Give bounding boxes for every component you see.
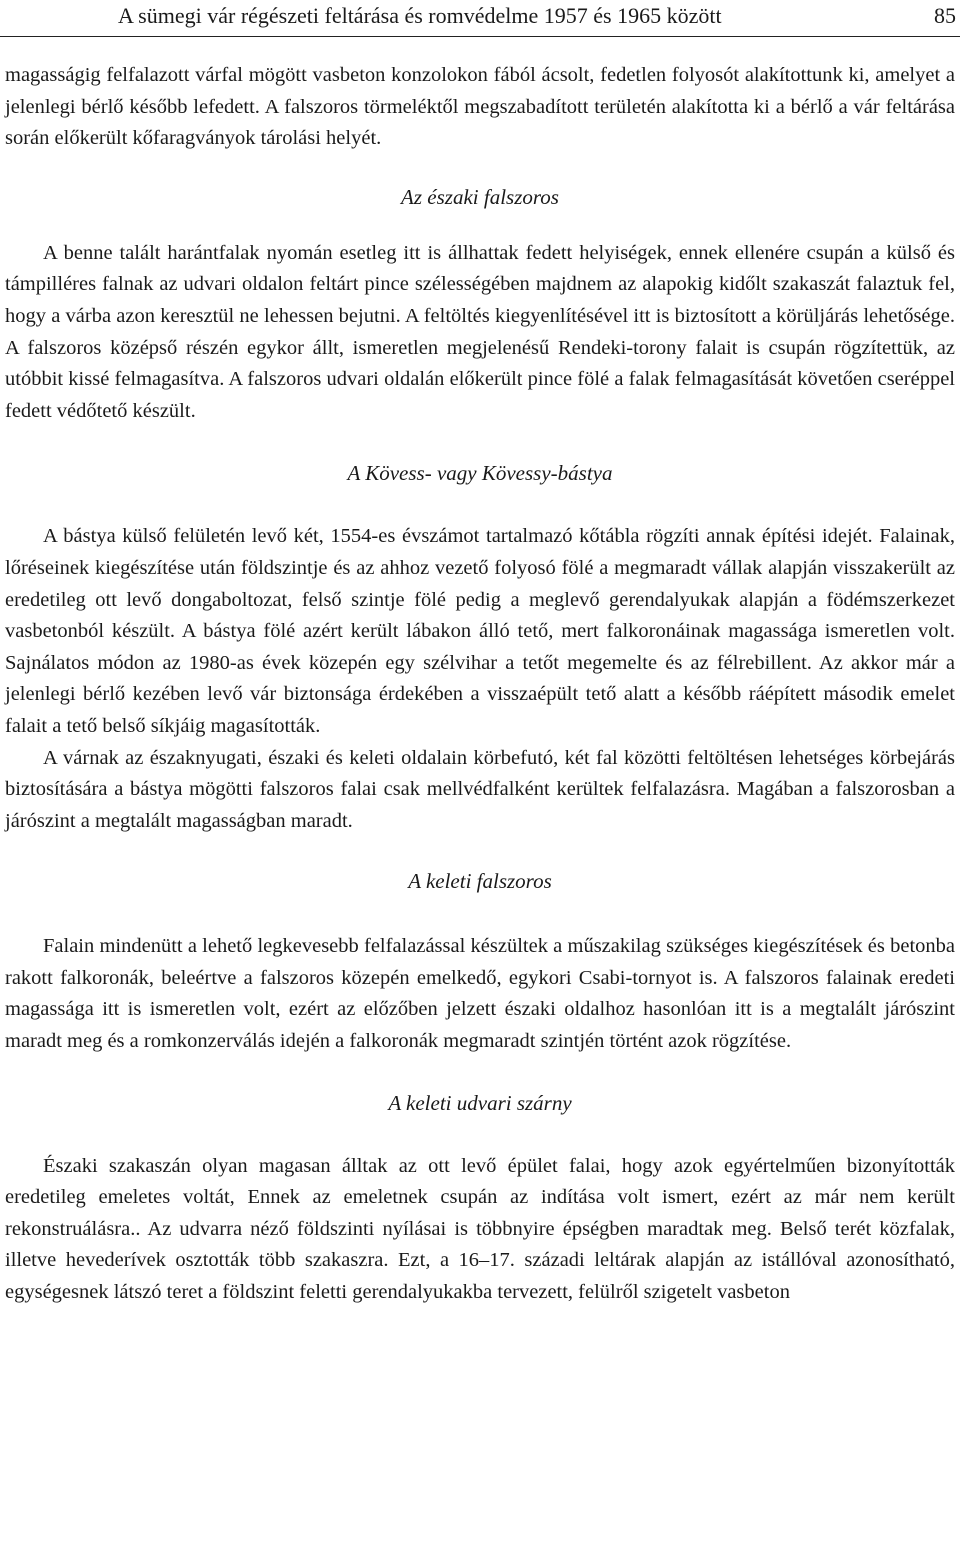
- running-header: [0, 0, 960, 37]
- paragraph-north-bailey: A benne talált harántfalak nyomán esetleg itt is állhattak fedett helyiségek, ennek ellenére csupán a külső és támpilléres falnak az udvari oldalon feltárt pince szélességében majdnem az alapokig kidőlt szakaszát falaztuk fel, hogy a várba azon keresztül ne lehessen bejutni. A feltöltés kiegyenlítésével itt is biztosított a körüljárás lehetősége. A falszoros középső részén egykor állt, ismeretlen megjelenésű Rendeki-torony falait is csupán rögzítettük, az utóbbit kissé felmagasítva. A falszoros udvari oldalán előkerült pince fölé a falak felmagasítását követően cseréppel fedett védőtető készült.: [5, 241, 955, 422]
- paragraph-east-bailey: Falain mindenütt a lehető legkevesebb felfalazással készültek a műszakilag szükséges kiegészítések és betonba rakott falkoronák, beleértve a falszoros közepén emelkedő, egykori Csabi-tornyot is. A falszoros falainak eredeti magassága itt is ismeretlen volt, ezért az előzőben jelzett északi oldalhoz hasonlóan itt is a megtalált járószint maradt meg és a romkonzerválás idején a falkoronák megmaradt szintjén történt azok rögzítése.: [5, 935, 955, 1053]
- paragraph-kovess-bastion-2: A várnak az északnyugati, északi és keleti oldalain körbefutó, két fal közötti feltöltésen lehetséges körbejárás biztosítására a bástya mögötti falszoros falai csak mellvédfalként kerültek felfalazásra. Magában a falszorosban a járószint a megtalált magasságban maradt.: [5, 746, 955, 832]
- paragraph-kovess-bastion-1: A bástya külső felületén levő két, 1554-es évszámot tartalmazó kőtábla rögzíti annak építési idejét. Falainak, lőréseinek kiegészítése után földszintje és az ahhoz vezető folyosó fölé a megmaradt vállak alapján visszakerült az eredetileg ott levő dongaboltozat, felső szintje fölé pedig a meglevő gerendalyukak alapján a födémszerkezet vasbetonból készült. A bástya fölé azért került lábakon álló tető, mert falkoronáinak magassága ismeretlen volt. Sajnálatos módon az 1980-as évek közepén egy szélvihar a tetőt megemelte és az félrebillent. Az akkor már a jelenlegi bérlő kezében levő vár biztonsága érdekében a visszaépült tető alatt a később ráépített második emelet falait a tető belső síkjáig magasították.: [5, 525, 955, 737]
- running-title: A sümegi vár régészeti feltárása és romvédelme 1957 és 1965 között: [118, 3, 722, 28]
- page-number: 85: [934, 3, 956, 28]
- section-heading-east-bailey: A keleti falszoros: [408, 869, 552, 894]
- section-heading-north-bailey: Az északi falszoros: [401, 184, 559, 209]
- section-heading-kovess-bastion: A Kövess- vagy Kövessy-bástya: [347, 461, 613, 486]
- page-body: [5, 60, 955, 1309]
- paragraph-east-courtyard-wing: Északi szakaszán olyan magasan álltak az ott levő épület falai, hogy azok egyértelműen bizonyították eredetileg emeletes voltát, Ennek az emeletnek csupán az indítása volt ismert, ezért az már nem került rekonstruálásra.. Az udvarra néző földszinti nyílásai is többnyire épségben maradtak meg. Belső terét közfalak, illetve hevederívek osztották több szakaszra. Ezt, a 16–17. századi leltárak alapján az istállóval azonosítható, egységesnek látszó teret a földszint feletti gerendalyukakba tervezett, felülről szigetelt vasbeton: [5, 1154, 955, 1304]
- section-heading-east-courtyard-wing: A keleti udvari szárny: [388, 1090, 572, 1115]
- paragraph-intro: magasságig felfalazott várfal mögött vasbeton konzolokon fából ácsolt, fedetlen folyosót alakítottunk ki, amelyet a jelenlegi bérlő később lefedett. A falszoros törmeléktől megszabadított területén alakította ki a bérlő a vár feltárása során előkerült kőfaragványok tárolási helyét.: [5, 64, 955, 150]
